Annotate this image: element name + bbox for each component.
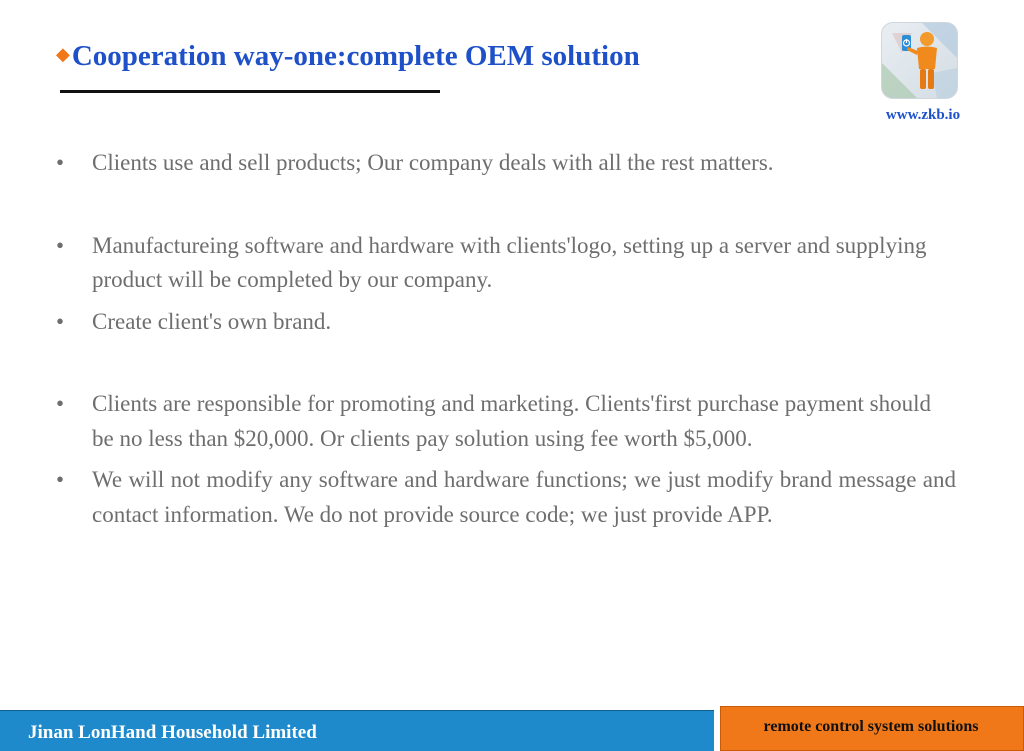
- bullet-dot: •: [56, 467, 65, 492]
- list-item: [56, 463, 956, 532]
- list-item-text: Create client's own brand.: [92, 308, 332, 334]
- remote-control-person-icon: [881, 22, 958, 99]
- slide-title-text: Cooperation way-one:complete OEM solution: [71, 40, 640, 72]
- bullet-dot: •: [56, 232, 65, 258]
- list-item-text: Manufactureing software and hardware with clients'logo, setting up a server and supplying product will be completed by our company.: [92, 232, 927, 292]
- website-link[interactable]: www.zkb.io: [885, 107, 961, 123]
- list-item: [56, 229, 956, 298]
- company-name: Jinan LonHand Household Limited: [28, 722, 317, 743]
- title-underline: [60, 90, 440, 93]
- diamond-bullet-icon: ◆: [56, 44, 70, 64]
- bullet-list: [56, 146, 956, 532]
- bullet-dot: •: [56, 150, 65, 175]
- list-item: [56, 387, 956, 456]
- slide-body: [56, 146, 956, 532]
- footer-company-bar: [0, 710, 714, 751]
- list-item: [56, 146, 956, 181]
- tagline: remote control system solutions: [763, 718, 979, 735]
- bullet-dot: •: [56, 308, 65, 334]
- list-item-text: We will not modify any software and hardware functions; we just modify brand message and contact information. We do not provide source code; we just provide APP.: [92, 467, 956, 527]
- bullet-dot: •: [56, 391, 65, 416]
- list-item: [56, 305, 956, 340]
- footer-tagline-box: [720, 706, 1024, 751]
- slide-title: [56, 38, 640, 77]
- list-item-text: Clients are responsible for promoting and marketing. Clients'first purchase payment should be no less than $20,000. Or clients pay solution using fee worth $5,000.: [92, 391, 931, 451]
- list-item-text: Clients use and sell products; Our company deals with all the rest matters.: [92, 150, 774, 175]
